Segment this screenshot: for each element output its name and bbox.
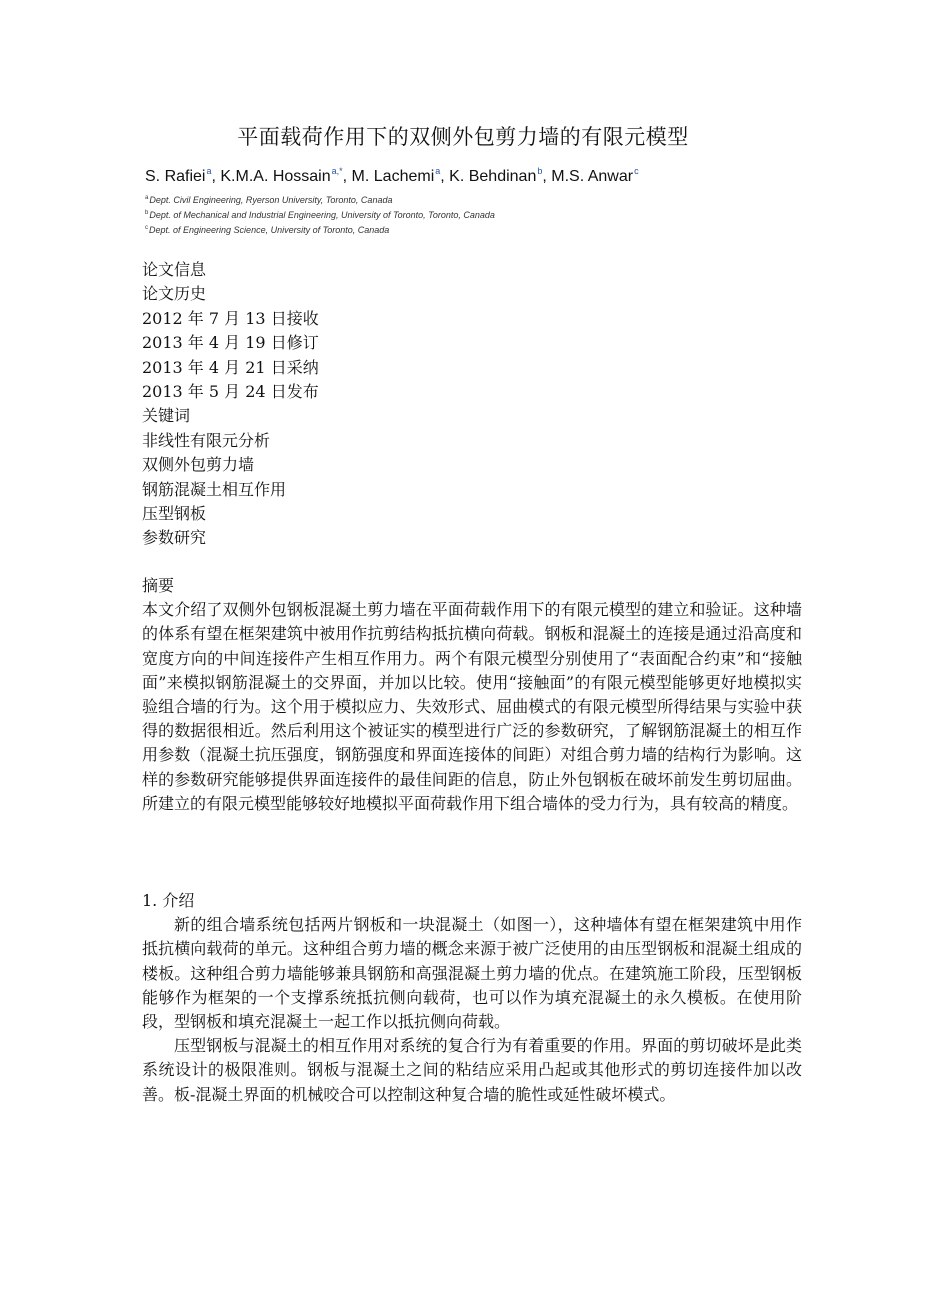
affiliation: $^c$Dept. of Engineering Science, University of Toronto, Canada (145, 225, 390, 235)
body-paragraph: 压型钢板与混凝土的相互作用对系统的复合行为有着重要的作用。界面的剪切破坏是此类系统设计的极限准则。钢板与混凝土之间的粘结应采用凸起或其他形式的剪切连接件加以改善。板-混凝土界面的机械咬合可以控制这种复合墙的脆性或延性破坏模式。 (142, 1036, 802, 1104)
author: M.S. Anwar$^c$ (551, 166, 639, 185)
affiliation-list (145, 192, 845, 237)
keyword: 压型钢板 (142, 504, 207, 524)
paper-title: 平面载荷作用下的双侧外包剪力墙的有限元模型 (237, 125, 689, 149)
abstract-heading: 摘要 (142, 576, 175, 595)
abstract-text: 本文介绍了双侧外包钢板混凝土剪力墙在平面荷载作用下的有限元模型的建立和验证。这种墙的体系有望在框架建筑中被用作抗剪结构抵抗横向荷载。钢板和混凝土的连接是通过沿高度和宽度方向的中间连接件产生相互作用力。两个有限元模型分别使用了“表面配合约束”和“接触面”来模拟钢筋混凝土的交界面，并加以比较。使用“接触面”的有限元模型能够更好地模拟实验组合墙的行为。这个用于模拟应力、失效形式、屈曲模式的有限元模型所得结果与实验中获得的数据很相近。然后利用这个被证实的模型进行广泛的参数研究，了解钢筋混凝土的相互作用参数（混凝土抗压强度，钢筋强度和界面连接体的间距）对组合剪力墙的结构行为影响。这样的参数研究能够提供界面连接件的最佳间距的信息，防止外包钢板在破坏前发生剪切屈曲。所建立的有限元模型能够较好地模拟平面荷载作用下组合墙体的受力行为，具有较高的精度。 (142, 600, 802, 813)
history-published: 2013 年 5 月 24 日发布 (142, 382, 319, 402)
keyword: 双侧外包剪力墙 (142, 455, 255, 475)
abstract (142, 574, 802, 816)
keywords-heading: 关键词 (142, 406, 191, 426)
history-revised: 2013 年 4 月 19 日修订 (142, 333, 319, 353)
body-paragraph: 新的组合墙系统包括两片钢板和一块混凝土（如图一），这种墙体有望在框架建筑中用作抵抗横向载荷的单元。这种组合剪力墙的概念来源于被广泛使用的由压型钢板和混凝土组成的楼板。这种组合剪力墙能够兼具钢筋和高强混凝土剪力墙的优点。在建筑施工阶段，压型钢板能够作为框架的一个支撑系统抵抗侧向载荷，也可以作为填充混凝土的永久模板。在使用阶段，型钢板和填充混凝土一起工作以抵抗侧向荷载。 (142, 915, 802, 1032)
author: K. Behdinan$^b$ (449, 166, 543, 185)
article-info (142, 258, 802, 551)
keyword: 参数研究 (142, 528, 207, 548)
introduction-section (142, 889, 802, 1107)
affiliation: $^b$Dept. of Mechanical and Industrial Engineering, University of Toronto, Toronto, Canada (145, 210, 495, 220)
history-heading: 论文历史 (142, 284, 207, 304)
article-info-heading: 论文信息 (142, 260, 207, 279)
section-heading: 1. 介绍 (142, 891, 195, 910)
author-list: S. Rafiei$^a$, K.M.A. Hossain$^{a,*}$, M. Lachemi$^a$, K. Behdinan$^b$, M.S. Anwar$^c$ (145, 166, 639, 185)
author: S. Rafiei$^a$ (145, 166, 212, 185)
author: M. Lachemi$^a$ (351, 166, 441, 185)
keyword: 非线性有限元分析 (142, 430, 271, 450)
history-received: 2012 年 7 月 13 日接收 (142, 308, 319, 328)
keyword: 钢筋混凝土相互作用 (142, 479, 287, 499)
affiliation: $^a$Dept. Civil Engineering, Ryerson University, Toronto, Canada (145, 195, 393, 205)
author: K.M.A. Hossain$^{a,*}$ (220, 166, 343, 185)
history-accepted: 2013 年 4 月 21 日采纳 (142, 357, 319, 377)
